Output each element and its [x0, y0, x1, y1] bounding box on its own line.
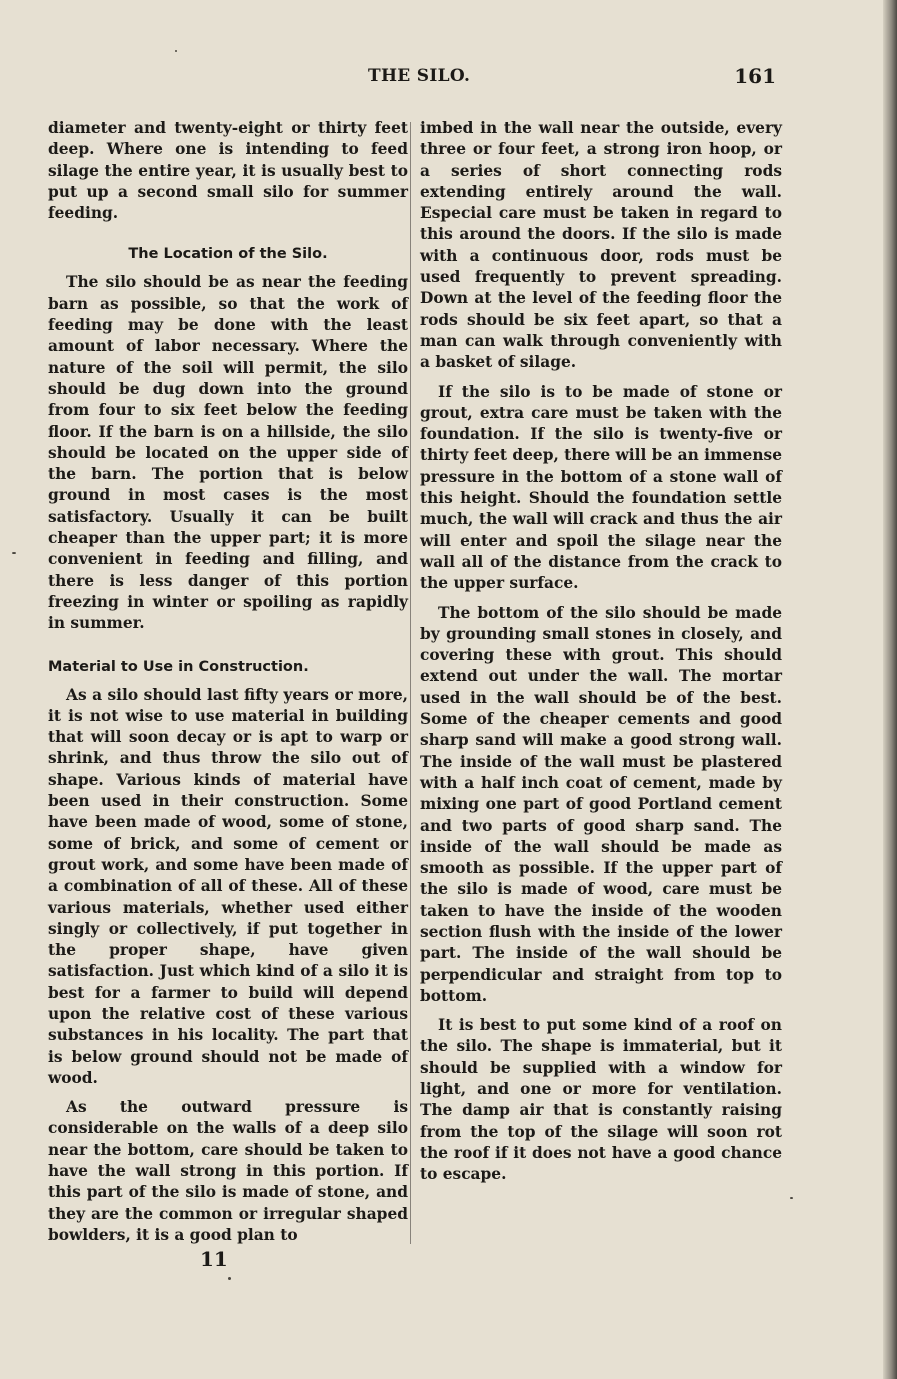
section-heading-location: The Location of the Silo.: [128, 246, 328, 263]
paper-speck: [12, 552, 16, 554]
signature-mark: 11: [200, 1247, 228, 1271]
left-column: [48, 118, 408, 1246]
section-heading-material: Material to Use in Construction.: [48, 658, 309, 675]
paper-speck: [790, 1197, 793, 1199]
paragraph: The bottom of the silo should be made by grounding small stones in closely, and covering these with grout. This should extend out under the wall. The mortar used in the wall should be of the best. Some of the cheaper cements and good sharp sand will make a good strong wall. The inside of the wall must be plastered with a half inch coat of cement, made by mixing one part of good Portland cement and two parts of good sharp sand. The inside of the wall should be made as smooth as possible. If the upper part of the silo is made of wood, care must be taken to have the inside of the wooden section flush with the inside of the lower part. The inside of the wall should be perpendicular and straight from top to bottom.: [420, 603, 782, 1005]
paragraph: As a silo should last fifty years or more, it is not wise to use material in building that will soon decay or is apt to warp or shrink, and thus throw the silo out of shape. Various kinds of material have been used in their construction. Some have been made of wood, some of stone, some of brick, and some of cement or grout work, and some have been made of a combination of all of these. All of these various materials, whether used either singly or collectively, if put together in the proper shape, have given satisfaction. Just which kind of a silo it is best for a farmer to build will depend upon the relative cost of these various substances in his locality. The part that is below ground should not be made of wood.: [48, 685, 408, 1087]
paragraph: The silo should be as near the feeding barn as possible, so that the work of feeding may be done with the least amount of labor necessary. Where the nature of the soil will permit, the silo should be dug down into the ground from four to six feet below the feeding floor. If the barn is on a hillside, the silo should be located on the upper side of the barn. The portion that is below ground in most cases is the most satisfactory. Usually it can be built cheaper than the upper part; it is more convenient in feeding and filling, and there is less danger of this portion freezing in winter or spoiling as rapidly in summer.: [48, 273, 408, 633]
right-column: [420, 118, 782, 1186]
page-header: [48, 66, 776, 94]
page-edge-shadow: [883, 0, 897, 1379]
paper-speck: [175, 50, 177, 52]
page-number: 161: [734, 64, 776, 88]
paragraph: As the outward pressure is considerable on the walls of a deep silo near the bottom, care should be taken to have the wall strong in this portion. If this part of the silo is made of stone, and they are the common or irregular shaped bowlders, it is a good plan to: [48, 1098, 408, 1244]
paragraph: diameter and twenty-eight or thirty feet deep. Where one is intending to feed silage the entire year, it is usually best to put up a second small silo for summer feeding.: [48, 119, 408, 223]
column-divider: [410, 122, 411, 1244]
paper-speck: [228, 1277, 231, 1280]
paragraph: It is best to put some kind of a roof on the silo. The shape is immaterial, but it should be supplied with a window for light, and one or more for ventilation. The damp air that is constantly raising from the top of the silage will soon rot the roof if it does not have a good chance to escape.: [420, 1016, 782, 1184]
paragraph: imbed in the wall near the outside, every three or four feet, a strong iron hoop, or a series of short connecting rods extending entirely around the wall. Especial care must be taken in regard to this around the doors. If the silo is made with a continuous door, rods must be used frequently to prevent spreading. Down at the level of the feeding floor the rods should be six feet apart, so that a man can walk through conveniently with a basket of silage.: [420, 119, 782, 372]
running-title: THE SILO.: [368, 66, 471, 86]
paragraph: If the silo is to be made of stone or grout, extra care must be taken with the foundation. If the silo is twenty-five or thirty feet deep, there will be an immense pressure in the bottom of a stone wall of this height. Should the foundation settle much, the wall will crack and thus the air will enter and spoil the silage near the wall all of the distance from the crack to the upper surface.: [420, 382, 782, 593]
